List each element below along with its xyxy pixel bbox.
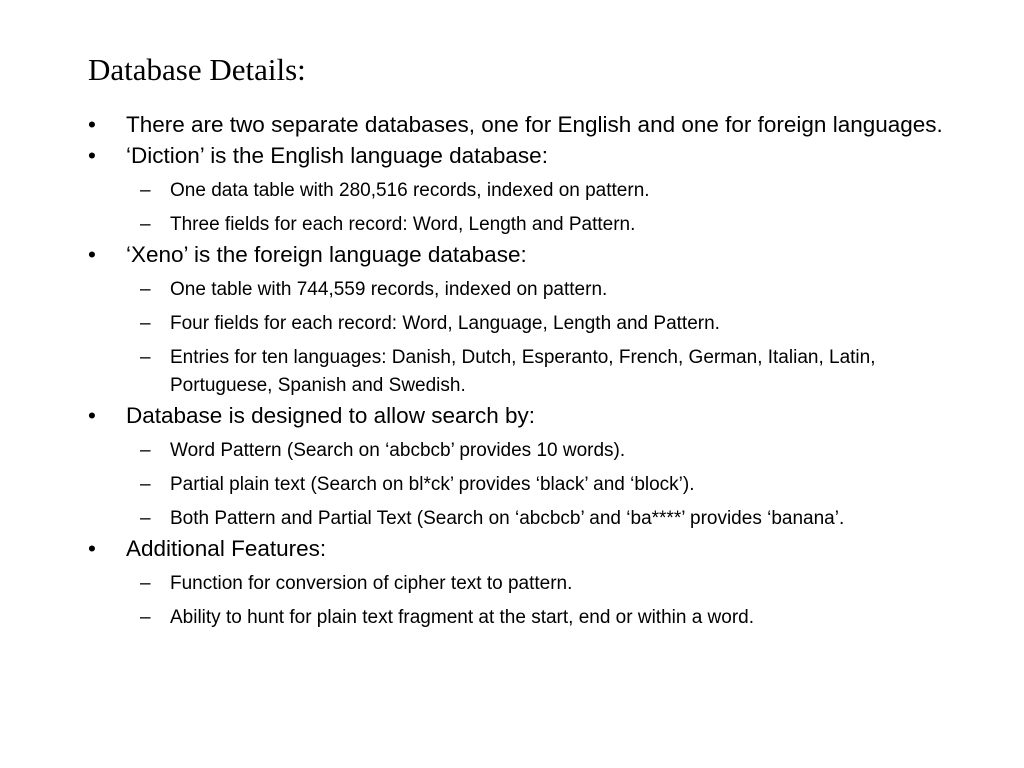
sub-bullet-marker: – bbox=[140, 279, 151, 300]
sub-bullet-line bbox=[88, 471, 968, 499]
sub-bullet-marker: – bbox=[140, 214, 151, 235]
bullet-item bbox=[88, 140, 968, 239]
bullet-line bbox=[88, 533, 968, 564]
sub-bullet-text: Three fields for each record: Word, Length and Pattern. bbox=[170, 214, 636, 235]
sub-bullet-text: One table with 744,559 records, indexed on pattern. bbox=[170, 279, 608, 300]
sub-bullet-text: Function for conversion of cipher text to pattern. bbox=[170, 573, 573, 594]
bullet-marker: • bbox=[88, 112, 96, 137]
bullet-text: Database is designed to allow search by: bbox=[126, 403, 535, 428]
bullet-marker: • bbox=[88, 403, 96, 428]
sub-bullet-text: One data table with 280,516 records, indexed on pattern. bbox=[170, 180, 650, 201]
sub-bullet-line bbox=[88, 505, 968, 533]
bullet-text: ‘Xeno’ is the foreign language database: bbox=[126, 242, 527, 267]
sub-bullet-marker: – bbox=[140, 474, 151, 495]
sub-bullet-marker: – bbox=[140, 607, 151, 628]
bullet-list bbox=[88, 109, 968, 632]
sub-bullet-marker: – bbox=[140, 180, 151, 201]
sub-bullet-list bbox=[88, 570, 968, 632]
bullet-line bbox=[88, 140, 968, 171]
bullet-line bbox=[88, 109, 968, 140]
sub-bullet-text: Entries for ten languages: Danish, Dutch, Esperanto, French, German, Italian, Latin, Portuguese, Spanish and Swedish. bbox=[170, 347, 876, 396]
sub-bullet-line bbox=[88, 276, 968, 304]
sub-bullet-line bbox=[88, 344, 968, 400]
sub-bullet-line bbox=[88, 570, 968, 598]
bullet-item bbox=[88, 239, 968, 400]
bullet-text: Additional Features: bbox=[126, 536, 327, 561]
sub-bullet-text: Ability to hunt for plain text fragment at the start, end or within a word. bbox=[170, 607, 755, 628]
sub-bullet-marker: – bbox=[140, 313, 151, 334]
bullet-line bbox=[88, 400, 968, 431]
bullet-text: ‘Diction’ is the English language database: bbox=[126, 143, 548, 168]
bullet-marker: • bbox=[88, 242, 96, 267]
sub-bullet-text: Four fields for each record: Word, Language, Length and Pattern. bbox=[170, 313, 720, 334]
bullet-item bbox=[88, 533, 968, 632]
sub-bullet-marker: – bbox=[140, 508, 151, 529]
bullet-item bbox=[88, 109, 968, 140]
sub-bullet-line bbox=[88, 177, 968, 205]
sub-bullet-text: Partial plain text (Search on bl*ck’ provides ‘black’ and ‘block’). bbox=[170, 474, 695, 495]
sub-bullet-marker: – bbox=[140, 347, 151, 368]
slide-title: Database Details: bbox=[88, 52, 306, 87]
bullet-marker: • bbox=[88, 143, 96, 168]
sub-bullet-list bbox=[88, 276, 968, 400]
sub-bullet-line bbox=[88, 437, 968, 465]
sub-bullet-marker: – bbox=[140, 440, 151, 461]
bullet-line bbox=[88, 239, 968, 270]
bullet-marker: • bbox=[88, 536, 96, 561]
sub-bullet-text: Word Pattern (Search on ‘abcbcb’ provides 10 words). bbox=[170, 440, 626, 461]
sub-bullet-line bbox=[88, 211, 968, 239]
sub-bullet-marker: – bbox=[140, 573, 151, 594]
sub-bullet-list bbox=[88, 437, 968, 533]
sub-bullet-line bbox=[88, 310, 968, 338]
bullet-item bbox=[88, 400, 968, 533]
bullet-text: There are two separate databases, one for English and one for foreign languages. bbox=[126, 112, 943, 137]
sub-bullet-text: Both Pattern and Partial Text (Search on ‘abcbcb’ and ‘ba****’ provides ‘banana’. bbox=[170, 508, 845, 529]
sub-bullet-line bbox=[88, 604, 968, 632]
sub-bullet-list bbox=[88, 177, 968, 239]
